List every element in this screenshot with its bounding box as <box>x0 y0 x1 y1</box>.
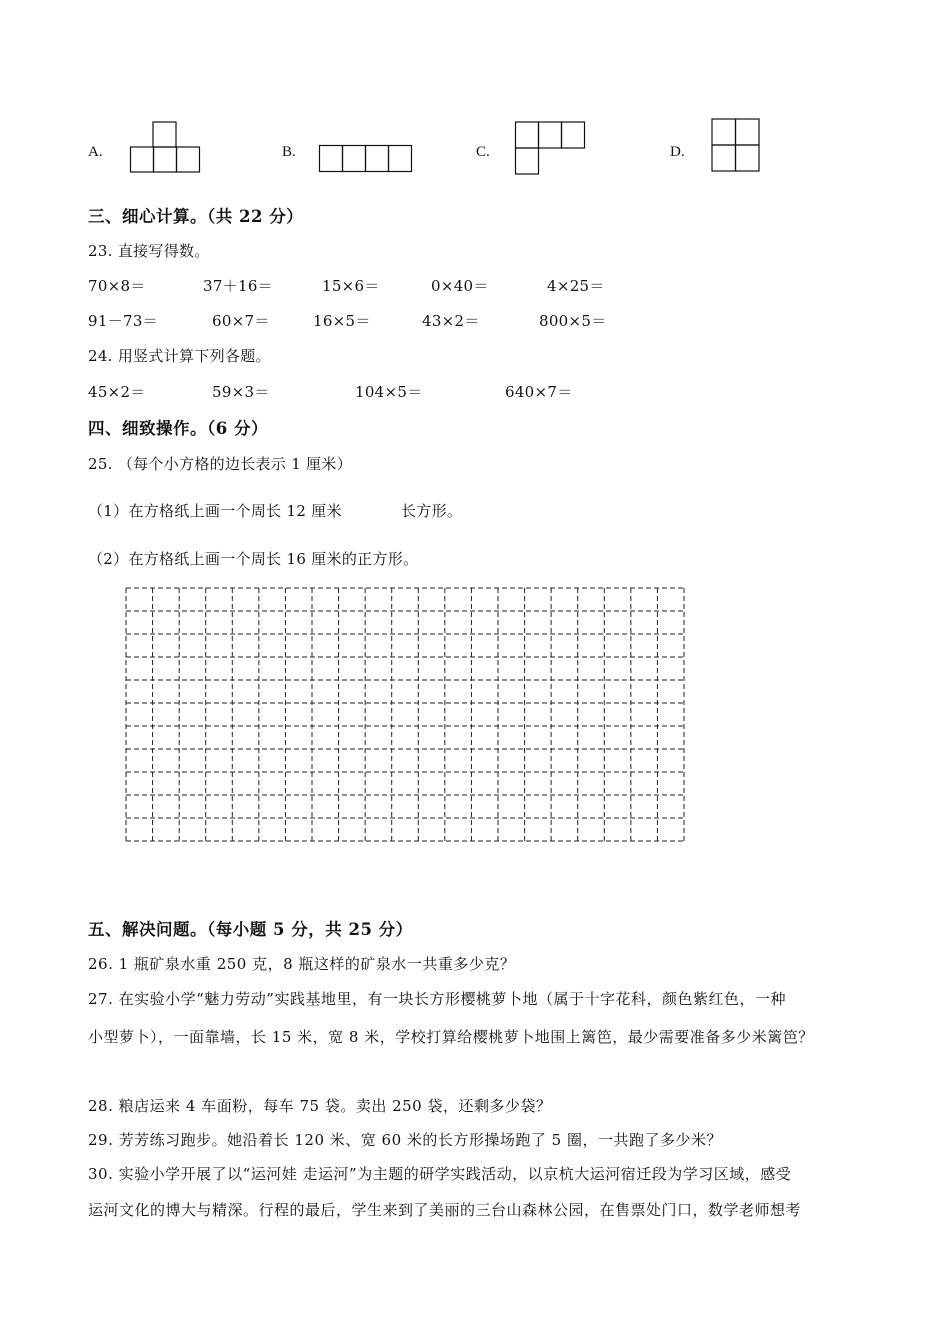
option-b-figure <box>319 145 415 175</box>
q28-text: 28. 粮店运来 4 车面粉，每车 75 袋。卖出 250 袋，还剩多少袋？ <box>88 1097 552 1115</box>
option-d-figure <box>711 118 763 174</box>
calc-item: 16×5＝ <box>313 312 371 330</box>
section-5-heading: 五、解决问题。（每小题 5 分，共 25 分） <box>88 920 413 939</box>
q25-part1: （1）在方格纸上画一个周长 12 厘米 <box>88 502 342 520</box>
q25-title: 25. （每个小方格的边长表示 1 厘米） <box>88 455 353 473</box>
q27-text-line1: 27. 在实验小学“魅力劳动”实践基地里，有一块长方形樱桃萝卜地（属于十字花科，颜色紫红色，一种 <box>88 990 786 1008</box>
calc-item: 0×40＝ <box>431 277 489 295</box>
option-c-figure <box>515 121 589 177</box>
q23-title: 23. 直接写得数。 <box>88 242 210 260</box>
grid-paper[interactable] <box>125 587 685 843</box>
option-a-label: A. <box>88 144 103 160</box>
calc-item: 91－73＝ <box>88 312 158 330</box>
calc-item: 45×2＝ <box>88 383 146 401</box>
option-d-label: D. <box>670 144 685 160</box>
q30-text-line1: 30. 实验小学开展了以“运河娃 走运河”为主题的研学实践活动，以京杭大运河宿迁段为学习区域，感受 <box>88 1165 792 1183</box>
q29-text: 29. 芳芳练习跑步。她沿着长 120 米、宽 60 米的长方形操场跑了 5 圈，一共跑了多少米？ <box>88 1131 722 1149</box>
calc-item: 15×6＝ <box>322 277 380 295</box>
section-3-heading: 三、细心计算。（共 22 分） <box>88 207 304 226</box>
calc-item: 60×7＝ <box>212 312 270 330</box>
option-b-label: B. <box>282 144 296 160</box>
q27-text-line2: 小型萝卜），一面靠墙，长 15 米，宽 8 米，学校打算给樱桃萝卜地围上篱笆，最少需要准备多少米篱笆？ <box>88 1028 814 1046</box>
q30-text-line2: 运河文化的博大与精深。行程的最后，学生来到了美丽的三台山森林公园，在售票处门口，数学老师想考 <box>88 1201 802 1219</box>
calc-item: 800×5＝ <box>539 312 607 330</box>
option-c-label: C. <box>476 144 490 160</box>
calc-item: 640×7＝ <box>505 383 573 401</box>
calc-item: 104×5＝ <box>355 383 423 401</box>
option-a-figure <box>130 121 202 175</box>
q25-part1-tail: 长方形。 <box>401 502 463 520</box>
calc-item: 4×25＝ <box>547 277 605 295</box>
q24-title: 24. 用竖式计算下列各题。 <box>88 347 271 365</box>
calc-item: 43×2＝ <box>422 312 480 330</box>
q25-part2: （2）在方格纸上画一个周长 16 厘米的正方形。 <box>88 550 419 568</box>
calc-item: 70×8＝ <box>88 277 146 295</box>
calc-item: 37＋16＝ <box>203 277 273 295</box>
section-4-heading: 四、细致操作。（6 分） <box>88 419 268 438</box>
q26-text: 26. 1 瓶矿泉水重 250 克，8 瓶这样的矿泉水一共重多少克？ <box>88 955 516 973</box>
calc-item: 59×3＝ <box>212 383 270 401</box>
